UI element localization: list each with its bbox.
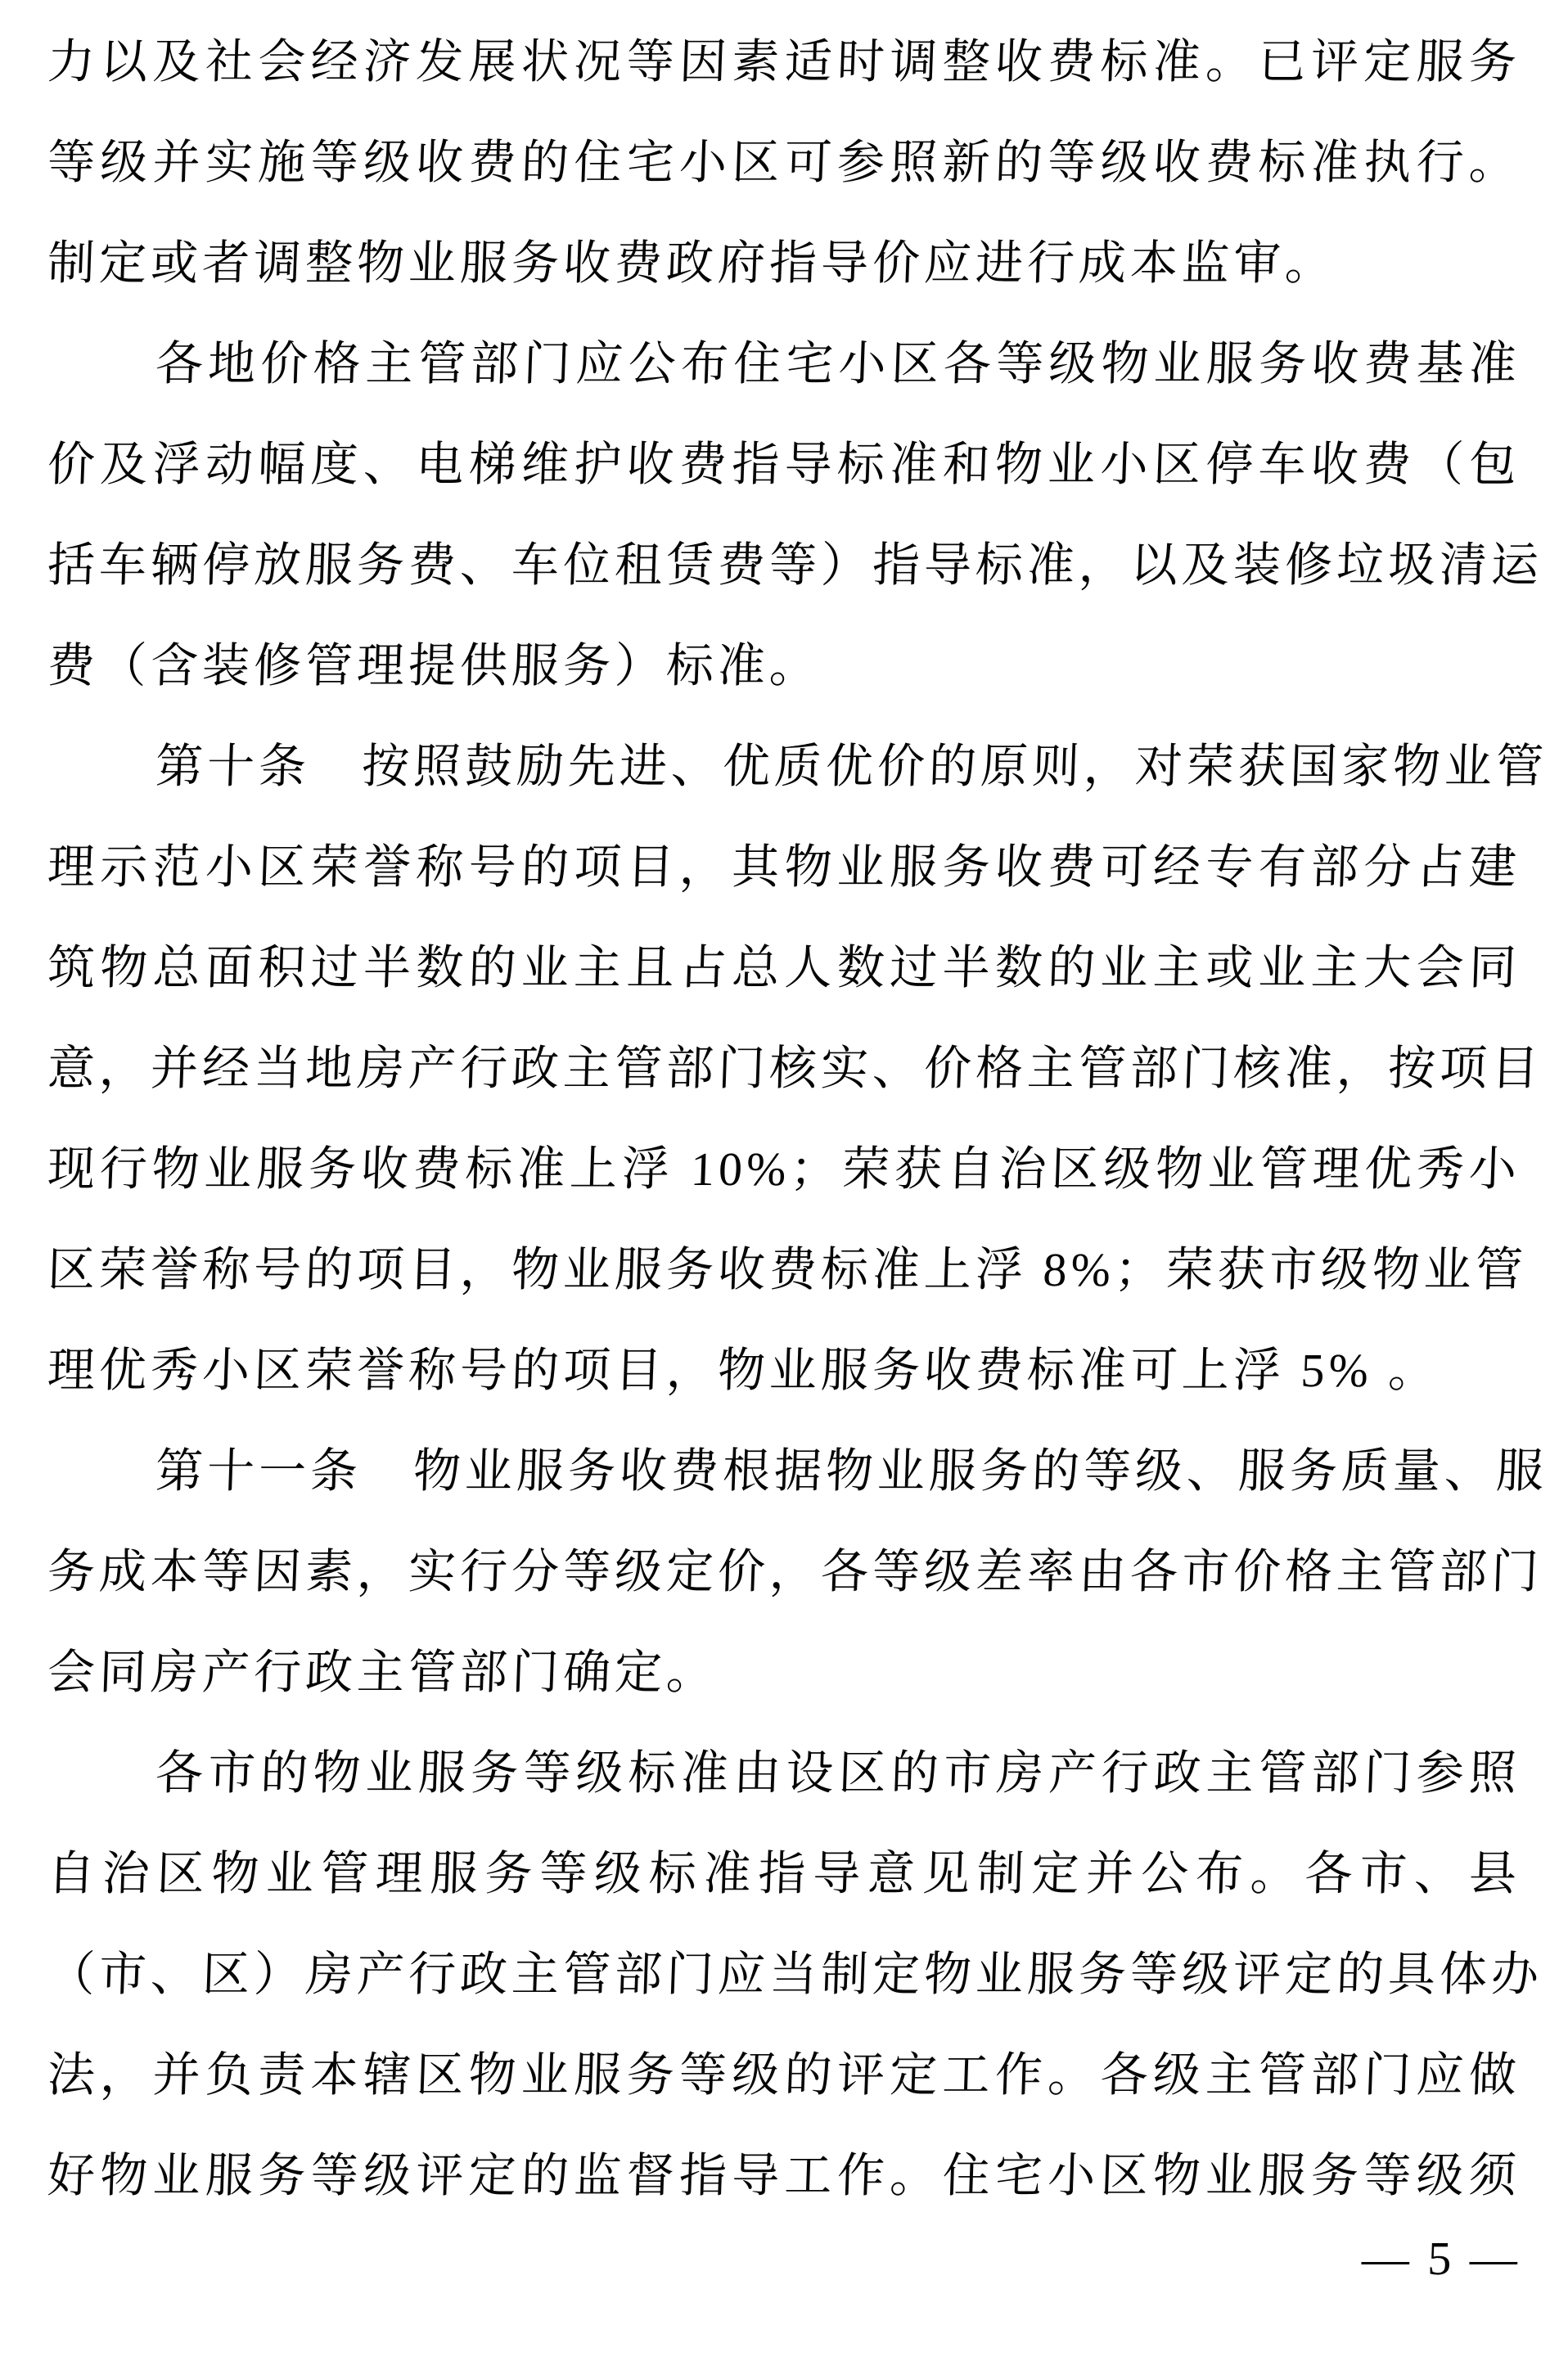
text-line: 力以及社会经济发展状况等因素适时调整收费标准。已评定服务 — [46, 35, 1522, 88]
document-text-block — [46, 11, 1549, 2226]
text-line: 法，并负责本辖区物业服务等级的评定工作。各级主管部门应做 — [46, 2048, 1522, 2102]
text-line-article-11-heading: 第十一条 物业服务收费根据物业服务的等级、服务质量、服 — [154, 1444, 1549, 1498]
text-line: 理示范小区荣誉称号的项目，其物业服务收费可经专有部分占建 — [46, 840, 1522, 894]
text-line: 现行物业服务收费标准上浮 10%；荣获自治区级物业管理优秀小 — [46, 1142, 1522, 1196]
text-line: 务成本等因素，实行分等级定价，各等级差率由各市价格主管部门 — [46, 1545, 1544, 1598]
text-line-paragraph-start: 各地价格主管部门应公布住宅小区各等级物业服务收费基准 — [154, 337, 1522, 390]
text-line: 会同房产行政主管部门确定。 — [46, 1646, 719, 1699]
text-line: 筑物总面积过半数的业主且占总人数过半数的业主或业主大会同 — [46, 941, 1522, 994]
text-line: 自治区物业管理服务等级标准指导意见制定并公布。各市、县 — [46, 1847, 1522, 1900]
page-number: — 5 — — [1360, 2232, 1522, 2285]
text-line: 意，并经当地房产行政主管部门核实、价格主管部门核准，按项目 — [46, 1042, 1544, 1095]
text-line-paragraph-start: 各市的物业服务等级标准由设区的市房产行政主管部门参照 — [154, 1746, 1522, 1800]
text-line: 费（含装修管理提供服务）标准。 — [46, 639, 822, 692]
text-line: 括车辆停放服务费、车位租赁费等）指导标准，以及装修垃圾清运 — [46, 538, 1544, 592]
text-line: 理优秀小区荣誉称号的项目，物业服务收费标准可上浮 5% 。 — [46, 1344, 1441, 1397]
text-line: 区荣誉称号的项目，物业服务收费标准上浮 8%；荣获市级物业管 — [46, 1243, 1528, 1296]
text-line-article-10-heading: 第十条 按照鼓励先进、优质优价的原则，对荣获国家物业管 — [154, 740, 1549, 793]
text-line: 等级并实施等级收费的住宅小区可参照新的等级收费标准执行。 — [46, 136, 1522, 189]
text-line: （市、区）房产行政主管部门应当制定物业服务等级评定的具体办 — [46, 1948, 1544, 2001]
text-line: 好物业服务等级评定的监督指导工作。住宅小区物业服务等级须 — [46, 2149, 1522, 2202]
text-line: 价及浮动幅度、电梯维护收费指导标准和物业小区停车收费（包 — [46, 438, 1522, 491]
text-line: 制定或者调整物业服务收费政府指导价应进行成本监审。 — [46, 237, 1338, 290]
